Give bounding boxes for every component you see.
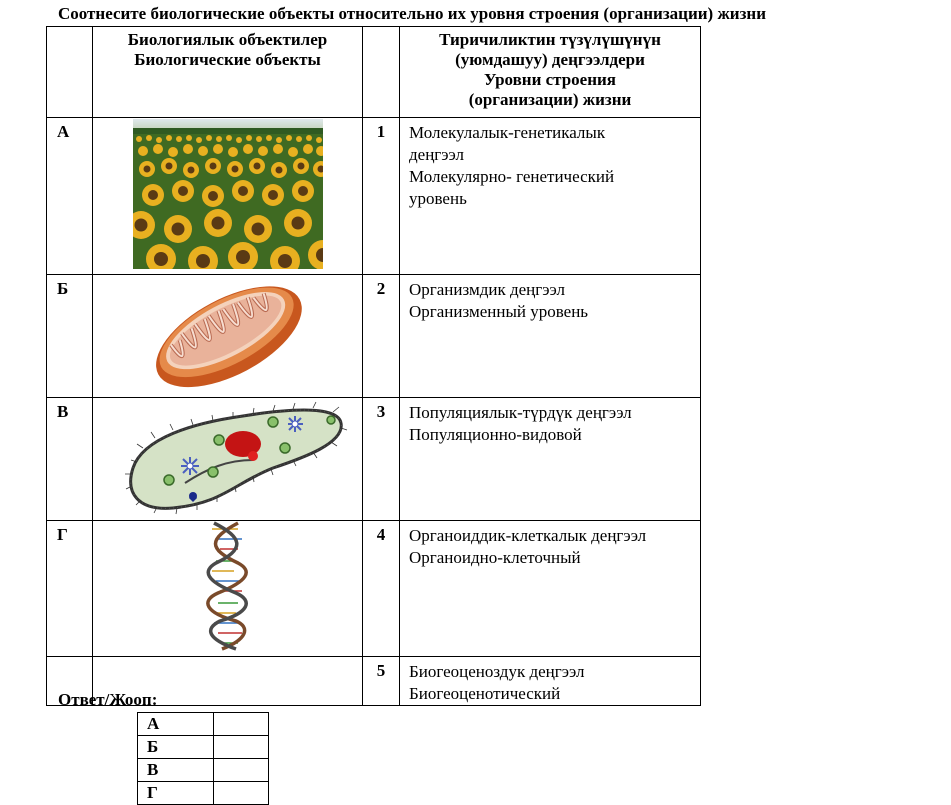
page-title: Соотнесите биологические объекты относительно их уровня строения (организации) жизни (58, 4, 766, 23)
answer-row (138, 736, 269, 759)
answer-label: Ответ/Жооп: (58, 690, 158, 709)
level-description: Популяциялык-түрдүк деңгээл Популяционно-видовой (400, 398, 701, 521)
table-row (47, 398, 701, 521)
object-image-cell (93, 275, 363, 398)
level-number: 1 (363, 118, 400, 275)
header-empty-cell-2 (363, 27, 400, 118)
object-letter: В (47, 398, 93, 521)
paramecium-cell-image (103, 398, 353, 515)
answer-letter: Г (138, 782, 214, 805)
answer-input-cell[interactable] (214, 736, 269, 759)
object-letter: Б (47, 275, 93, 398)
level-description: Молекулалык-генетикалык деңгээл Молекулярно- генетический уровень (400, 118, 701, 275)
level-description: Органоиддик-клеткалык деңгээл Органоидно-клеточный (400, 521, 701, 657)
object-image-cell (93, 398, 363, 521)
answer-letter: В (138, 759, 214, 782)
answer-input-cell[interactable] (214, 713, 269, 736)
table-row (47, 521, 701, 657)
header-objects: Биологиялык объектилер Биологические объекты (93, 27, 363, 118)
object-letter: Г (47, 521, 93, 657)
table-row (47, 275, 701, 398)
object-image-cell (93, 118, 363, 275)
sunflower-field-image (133, 119, 323, 269)
answer-row (138, 759, 269, 782)
level-description: Биогеоценоздук деңгээл Биогеоценотический (400, 657, 701, 706)
answer-input-cell[interactable] (214, 782, 269, 805)
header-levels: Тиричиликтин түзүлүшүнүн (уюмдашуу) деңгээлдери Уровни строения (организации) жизни (400, 27, 701, 118)
header-row (47, 27, 701, 118)
object-image-cell (93, 521, 363, 657)
level-number: 3 (363, 398, 400, 521)
answer-letter: А (138, 713, 214, 736)
dna-double-helix-image (198, 521, 258, 651)
object-letter: А (47, 118, 93, 275)
level-number: 2 (363, 275, 400, 398)
table-row (47, 118, 701, 275)
mitochondrion-image (143, 277, 313, 392)
level-number: 5 (363, 657, 400, 706)
answer-input-cell[interactable] (214, 759, 269, 782)
answer-row (138, 782, 269, 805)
matching-table (46, 26, 701, 706)
answer-letter: Б (138, 736, 214, 759)
level-description: Организмдик деңгээл Организменный уровень (400, 275, 701, 398)
answer-table (137, 712, 269, 805)
answer-row (138, 713, 269, 736)
header-empty-cell (47, 27, 93, 118)
level-number: 4 (363, 521, 400, 657)
